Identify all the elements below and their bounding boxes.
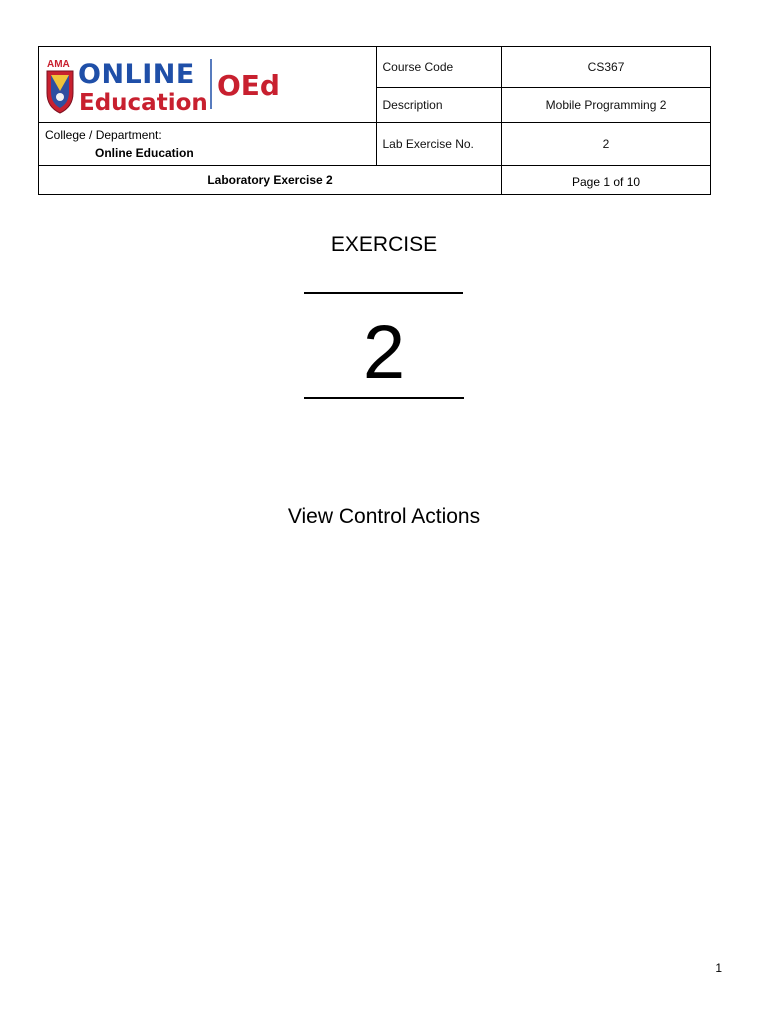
department-cell: [39, 123, 377, 166]
exercise-top-rule: [304, 292, 463, 294]
university-crest-icon: [47, 59, 73, 113]
department-value: Online Education: [95, 146, 194, 160]
description-label: Description: [376, 88, 502, 123]
lab-exercise-value: 2: [502, 123, 711, 166]
course-code-value: CS367: [502, 47, 711, 88]
lab-exercise-label: Lab Exercise No.: [376, 123, 502, 166]
exercise-bottom-rule: [304, 397, 464, 399]
description-value: Mobile Programming 2: [502, 88, 711, 123]
exercise-subtitle: View Control Actions: [287, 505, 481, 528]
exercise-label: EXERCISE: [330, 233, 438, 256]
online-education-logo: [43, 55, 293, 115]
svg-text:ONLINE: ONLINE: [78, 59, 195, 90]
lab-title: Laboratory Exercise 2: [39, 166, 502, 195]
document-header-table: [38, 46, 711, 195]
svg-text:Education: Education: [79, 90, 208, 115]
page-info: Page 1 of 10: [502, 166, 711, 195]
course-code-label: Course Code: [376, 47, 502, 88]
page-number: 1: [715, 961, 722, 975]
exercise-number: 2: [362, 310, 406, 395]
svg-text:AMA: AMA: [47, 59, 70, 70]
logo-cell: [39, 47, 377, 123]
svg-text:OEd: OEd: [217, 69, 280, 102]
department-label: College / Department:: [45, 128, 162, 142]
